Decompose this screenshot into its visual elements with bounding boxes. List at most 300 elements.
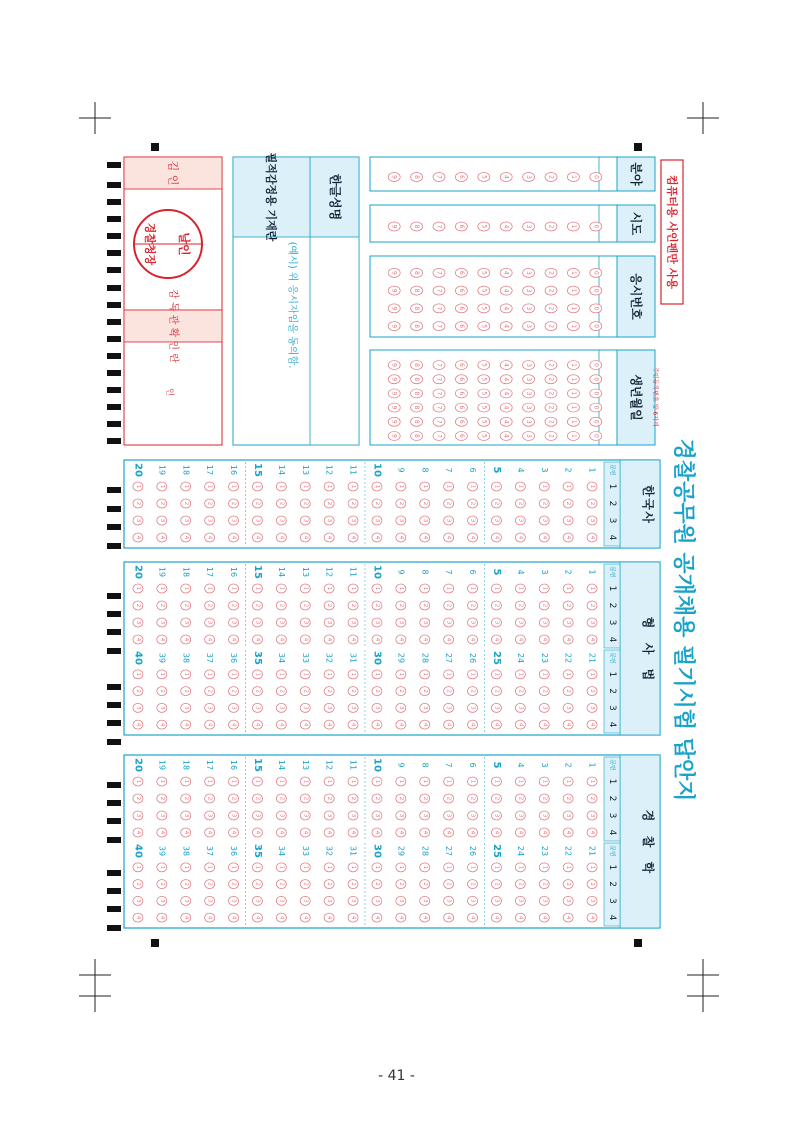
answer-bubble-label: 3 [278,813,285,818]
answer-bubble-label: 4 [397,915,404,920]
timing-mark [107,182,121,188]
digit-label: 5 [480,306,488,311]
answer-bubble-label: 3 [421,813,428,818]
answer-bubble-label: 1 [541,779,548,784]
answer-bubble-label: 4 [445,722,452,727]
answer-bubble-label: 3 [206,620,213,625]
answer-bubble-label: 3 [517,706,524,710]
choice-header-label: 4 [607,829,617,836]
choice-header-label: 3 [607,898,617,904]
digit-label: 8 [413,270,421,275]
answer-bubble-label: 1 [565,779,572,784]
section-label-glyph: 형 [641,616,655,629]
answer-bubble-label: 2 [206,501,213,506]
answer-bubble-label: 3 [230,620,237,625]
answer-bubble-label: 2 [397,689,404,693]
timing-mark [107,506,121,512]
answer-bubble-label: 4 [206,915,213,920]
digit-label: 1 [569,175,577,179]
question-number: 27 [444,845,454,857]
section-label-glyph: 사 [641,511,655,523]
answer-bubble-label: 2 [589,603,596,608]
question-number: 40 [132,651,144,665]
question-number: 34 [276,652,286,664]
digit-label: 7 [435,391,443,396]
question-number: 20 [132,758,144,772]
digit-label: 5 [480,363,488,367]
answer-bubble-label: 4 [326,637,333,642]
answer-bubble-label: 1 [350,779,357,784]
question-number: 11 [348,566,358,578]
answer-bubble-label: 1 [373,586,380,591]
digit-label: 1 [569,377,577,382]
question-number: 17 [205,464,215,476]
digit-label: 0 [592,306,600,311]
answer-bubble-label: 4 [445,830,452,835]
answer-bubble-label: 2 [589,796,596,801]
choice-header-label: 4 [607,914,617,921]
question-number: 6 [468,762,478,768]
digit-label: 1 [569,363,577,367]
answer-bubble-label: 2 [158,501,165,506]
question-number: 9 [396,762,406,768]
digit-label: 0 [592,419,600,424]
section-label-glyph: 학 [641,861,655,874]
answer-bubble-label: 2 [445,603,452,608]
question-number: 2 [563,762,573,768]
question-number: 8 [420,569,430,575]
answer-bubble-label: 1 [541,586,548,591]
digit-label: 9 [390,391,398,396]
answer-bubble-label: 4 [206,722,213,727]
section-label-glyph: 법 [641,668,655,681]
question-number: 16 [229,759,239,771]
timing-mark [107,720,121,726]
answer-bubble-label: 1 [254,586,261,591]
answer-bubble-label: 4 [517,637,524,642]
choice-header-label: 2 [607,881,617,887]
answer-bubble-label: 1 [445,484,452,489]
digit-label: 4 [502,224,510,229]
question-number: 15 [251,565,263,579]
answer-bubble-label: 1 [158,672,165,677]
answer-bubble-label: 1 [397,779,404,784]
answer-bubble-label: 4 [326,535,333,540]
answer-bubble-label: 4 [230,722,237,727]
answer-bubble-label: 3 [182,620,189,625]
answer-bubble-label: 1 [230,586,237,591]
answer-bubble-label: 2 [350,689,357,693]
digit-label: 0 [592,405,600,410]
answer-bubble-label: 1 [302,865,309,870]
answer-bubble-label: 1 [493,779,500,784]
choice-header-label: 1 [607,864,617,871]
question-number: 25 [490,651,502,665]
answer-bubble-label: 4 [469,535,476,540]
korean-name-label: 한글성명 [328,173,342,221]
digit-label: 8 [413,306,421,311]
answer-bubble-label: 1 [278,672,285,677]
digit-label: 5 [480,377,488,382]
answer-bubble-label: 1 [517,586,524,591]
digit-label: 8 [413,288,421,293]
sheet-title: 경찰공무원 공개채용 필기시험 답안지 [670,438,696,802]
digit-label: 4 [502,391,510,396]
question-number: 39 [157,652,167,664]
answer-bubble-label: 4 [445,637,452,642]
answer-bubble-label: 3 [373,706,380,710]
answer-bubble-label: 2 [206,882,213,886]
answer-bubble-label: 1 [158,865,165,870]
digit-label: 4 [502,270,510,275]
question-number-header: 문번 [608,464,616,476]
answer-bubble-label: 2 [517,796,524,801]
section-label-glyph: 경 [641,809,655,822]
answer-bubble-label: 2 [326,603,333,608]
answer-bubble-label: 4 [589,830,596,835]
answer-bubble-label: 1 [254,865,261,870]
notice [661,160,683,304]
digit-label: 1 [569,306,577,311]
answer-bubble-label: 1 [326,586,333,591]
answer-bubble-label: 4 [206,830,213,835]
answer-bubble-label: 3 [302,899,309,903]
digit-label: 8 [413,405,421,410]
choice-header-label: 3 [607,705,617,711]
question-number: 40 [132,844,144,858]
question-number: 15 [251,463,263,477]
answer-bubble-label: 4 [278,830,285,835]
answer-bubble-label: 1 [541,484,548,489]
answer-bubble-label: 3 [421,899,428,903]
answer-bubble-label: 2 [541,689,548,693]
question-number: 20 [132,565,144,579]
answer-bubble-label: 2 [565,882,572,886]
answer-bubble-label: 3 [326,620,333,625]
choice-header-label: 3 [607,812,617,819]
answer-bubble-label: 2 [517,882,524,886]
answer-bubble-label: 1 [206,586,213,591]
digit-label: 5 [480,288,488,293]
answer-bubble-label: 3 [493,518,500,523]
answer-bubble-label: 1 [421,672,428,677]
answer-bubble-label: 3 [302,620,309,625]
answer-bubble-label: 2 [134,796,141,801]
answer-bubble-label: 4 [350,535,357,540]
answer-bubble-label: 4 [469,915,476,920]
timing-mark [107,593,121,599]
answer-bubble-label: 2 [421,796,428,801]
digit-label: 2 [547,175,555,179]
birth-date-block [370,350,655,445]
timing-mark [107,782,121,788]
digit-label: 2 [547,434,555,438]
choice-header-label: 3 [607,517,617,524]
answer-bubble-label: 1 [589,484,596,489]
question-number: 18 [181,759,191,771]
answer-bubble-label: 3 [565,706,572,710]
question-number: 12 [324,464,334,476]
digit-label: 9 [390,270,398,275]
digit-label: 8 [413,391,421,396]
answer-bubble-label: 3 [397,706,404,710]
answer-bubble-label: 1 [445,672,452,677]
answer-bubble-label: 1 [350,586,357,591]
answer-bubble-label: 2 [254,501,261,506]
timing-mark [107,353,121,359]
digit-label: 7 [435,224,443,229]
timing-mark [107,818,121,824]
question-number: 29 [396,845,406,857]
question-number: 2 [563,569,573,575]
answer-bubble-label: 1 [445,865,452,870]
question-number: 26 [468,845,478,857]
answer-bubble-label: 3 [565,518,572,523]
choice-header-label: 1 [607,585,617,592]
answer-bubble-label: 3 [373,518,380,523]
question-number: 37 [205,652,215,664]
digit-label: 9 [390,224,398,229]
answer-bubble-label: 2 [469,796,476,801]
question-number-header: 문번 [608,566,616,578]
answer-bubble-label: 3 [230,899,237,903]
answer-bubble-label: 2 [565,603,572,608]
answer-bubble-label: 2 [182,603,189,608]
answer-bubble-label: 4 [278,915,285,920]
answer-bubble-label: 1 [326,779,333,784]
digit-label: 8 [413,377,421,382]
digit-label: 3 [525,224,533,229]
answer-bubble-label: 1 [493,484,500,489]
answer-bubble-label: 1 [302,484,309,489]
answer-bubble-label: 2 [493,882,500,886]
crop-mark [687,980,719,1012]
answer-bubble-label: 2 [445,501,452,506]
answer-bubble-label: 1 [589,586,596,591]
answer-bubble-label: 2 [326,882,333,886]
answer-bubble-label: 2 [541,603,548,608]
question-number: 25 [490,844,502,858]
answer-bubble-label: 3 [350,620,357,625]
answer-bubble-label: 3 [445,813,452,818]
question-number: 31 [348,652,358,664]
answer-bubble-label: 1 [182,586,189,591]
answer-bubble-label: 2 [302,689,309,693]
answer-bubble-label: 4 [541,535,548,540]
question-number: 5 [490,761,502,769]
answer-bubble-label: 4 [230,830,237,835]
answer-bubble-label: 3 [350,518,357,523]
answer-bubble-label: 2 [254,689,261,693]
answer-bubble-label: 1 [350,484,357,489]
answer-bubble-label: 3 [254,620,261,625]
answer-bubble-label: 1 [206,779,213,784]
answer-bubble-label: 4 [517,830,524,835]
answer-bubble-label: 1 [278,484,285,489]
answer-bubble-label: 1 [493,865,500,870]
answer-bubble-label: 4 [134,722,141,727]
answer-bubble-label: 1 [158,484,165,489]
digit-label: 7 [435,434,443,438]
answer-bubble-label: 4 [134,830,141,835]
answer-bubble-label: 4 [350,915,357,920]
answer-bubble-label: 4 [421,915,428,920]
answer-bubble-label: 3 [158,706,165,710]
digit-label: 6 [457,288,465,293]
answer-bubble-label: 3 [445,620,452,625]
question-number: 28 [420,652,430,664]
answer-bubble-label: 2 [397,796,404,801]
answer-bubble-label: 3 [278,518,285,523]
timing-mark [107,611,121,617]
answer-bubble-label: 2 [278,796,285,801]
answer-bubble-label: 4 [158,830,165,835]
digit-label: 2 [547,224,555,229]
question-number: 15 [251,758,263,772]
answer-bubble-label: 2 [182,882,189,886]
question-number: 17 [205,566,215,578]
choice-header-label: 1 [607,671,617,678]
digit-label: 2 [547,324,555,329]
digit-label: 9 [390,175,398,179]
answer-bubble-label: 1 [158,586,165,591]
question-number: 32 [324,845,334,857]
answer-bubble-label: 1 [182,672,189,677]
digit-label: 6 [457,306,465,311]
answer-bubble-label: 4 [565,637,572,642]
question-number: 30 [371,651,383,665]
question-number: 26 [468,652,478,664]
answer-bubble-label: 1 [254,779,261,784]
answer-bubble-label: 3 [278,620,285,625]
question-number: 10 [371,565,383,579]
answer-bubble-label: 4 [326,915,333,920]
answer-bubble-label: 3 [134,706,141,710]
answer-bubble-label: 2 [421,882,428,886]
answer-bubble-label: 2 [541,796,548,801]
question-number: 19 [157,566,167,578]
answer-bubble-label: 1 [421,779,428,784]
question-number: 2 [563,467,573,473]
answer-bubble-label: 4 [254,830,261,835]
question-number: 33 [300,652,310,664]
registration-square [634,143,642,151]
answer-bubble-label: 1 [230,672,237,677]
digit-label: 8 [413,224,421,229]
answer-bubble-label: 1 [589,779,596,784]
answer-bubble-label: 4 [421,535,428,540]
question-number: 18 [181,464,191,476]
answer-bubble-label: 2 [158,882,165,886]
region-block-label: 시도 [629,211,643,236]
answer-bubble-label: 2 [278,689,285,693]
answer-bubble-label: 3 [445,518,452,523]
answer-bubble-label: 2 [445,796,452,801]
question-number: 14 [276,566,286,578]
question-number: 12 [324,566,334,578]
question-number: 31 [348,845,358,857]
answer-bubble-label: 2 [397,501,404,506]
answer-bubble-label: 1 [302,672,309,677]
answer-bubble-label: 4 [373,535,380,540]
digit-label: 1 [569,419,577,424]
answer-bubble-label: 3 [373,620,380,625]
digit-label: 0 [592,324,600,329]
answer-bubble-label: 4 [350,830,357,835]
question-number: 7 [444,569,454,575]
answer-bubble-label: 1 [230,779,237,784]
question-number: 3 [539,569,549,575]
answer-bubble-label: 4 [134,915,141,920]
timing-mark [107,319,121,325]
answer-bubble-label: 3 [421,620,428,625]
answer-bubble-label: 3 [230,706,237,710]
answer-bubble-label: 2 [469,882,476,886]
notice-text: 컴퓨터용 사인펜만 사용 [665,175,679,289]
question-number: 1 [587,467,597,473]
answer-bubble-label: 4 [493,637,500,642]
digit-label: 3 [525,391,533,396]
digit-label: 1 [569,434,577,438]
handwriting-sample: (예시) 위 응시자임을 동의함. [286,241,298,369]
answer-bubble-label: 4 [469,637,476,642]
answer-bubble-label: 2 [421,603,428,608]
question-number: 22 [563,845,573,857]
answer-bubble-label: 1 [373,484,380,489]
answer-bubble-label: 3 [469,518,476,523]
digit-label: 8 [413,363,421,367]
answer-bubble-label: 4 [158,722,165,727]
answer-bubble-label: 3 [469,813,476,818]
question-number: 6 [468,467,478,473]
answer-bubble-label: 1 [421,865,428,870]
answer-bubble-label: 2 [206,796,213,801]
answer-bubble-label: 3 [589,518,596,523]
answer-bubble-label: 4 [541,637,548,642]
digit-label: 4 [502,288,510,293]
question-number: 19 [157,759,167,771]
answer-bubble-label: 3 [278,899,285,903]
question-number: 36 [229,845,239,857]
answer-bubble-label: 3 [541,620,548,625]
signature-box [124,157,222,445]
exam-number-block-label: 응시번호 [629,273,643,320]
answer-bubble-label: 1 [541,865,548,870]
answer-bubble-label: 1 [350,865,357,870]
answer-bubble-label: 1 [469,586,476,591]
digit-label: 2 [547,270,555,275]
question-number: 29 [396,652,406,664]
answer-bubble-label: 4 [134,637,141,642]
question-number: 23 [539,652,549,664]
answer-bubble-label: 4 [397,637,404,642]
answer-bubble-label: 4 [326,830,333,835]
answer-bubble-label: 1 [565,865,572,870]
timing-mark [107,250,121,256]
answer-bubble-label: 4 [254,535,261,540]
answer-bubble-label: 2 [421,689,428,693]
section-label-glyph: 사 [641,642,655,655]
answer-bubble-label: 1 [206,865,213,870]
answer-bubble-label: 2 [517,501,524,506]
timing-mark [107,438,121,444]
registration-square [634,939,642,947]
timing-mark [107,702,121,708]
choice-header-label: 2 [607,688,617,694]
answer-bubble-label: 2 [254,796,261,801]
handwriting-label: 필적감정용 기재란 [264,152,278,242]
answer-bubble-label: 2 [182,689,189,693]
